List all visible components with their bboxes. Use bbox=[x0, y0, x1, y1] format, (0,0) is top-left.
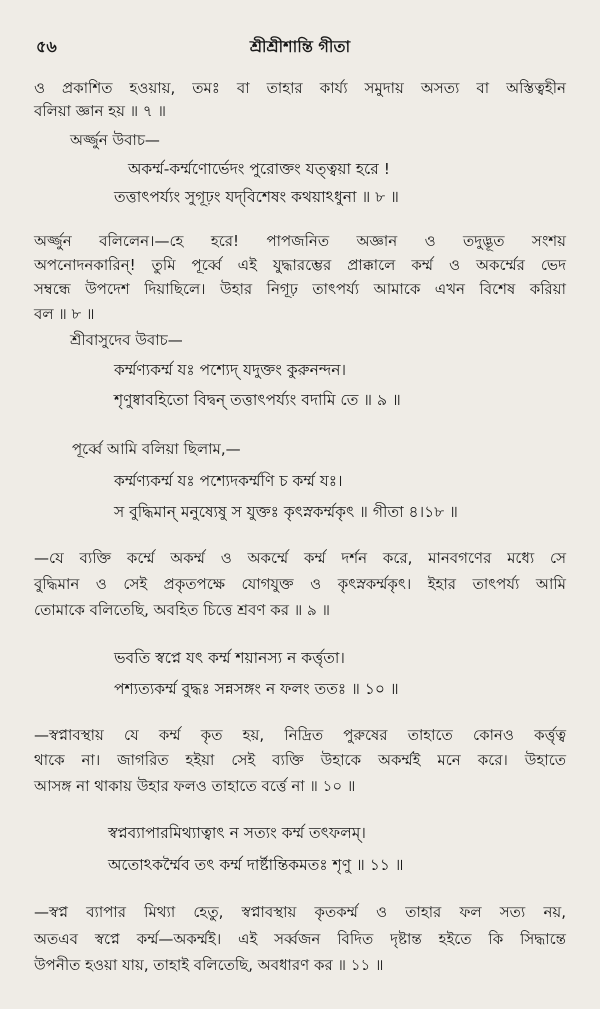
text-line: পূর্ব্বে আমি বলিয়া ছিলাম,— bbox=[72, 440, 241, 458]
verse-line: তত্তাৎপর্য্যং সুগূঢ়ং যদ্‌বিশেষং কথয়াঽধুনা ॥ ৮ ॥ bbox=[114, 188, 399, 206]
text-line: ও প্রকাশিত হওয়ায়, তমঃ বা তাহার কার্য্য সমুদায় অসত্য বা অস্তিত্বহীন bbox=[34, 79, 566, 97]
verse-line: অকর্ম্ম-কর্ম্মণোর্ভেদং পুরোক্তং যত্ত্বয়া হরে ! bbox=[128, 160, 390, 178]
text-line: তোমাকে বলিতেছি, অবহিত চিত্তে শ্রবণ কর ॥ ৯ ॥ bbox=[34, 601, 330, 619]
verse-line: কর্ম্মণ্যকর্ম্ম যঃ পশ্যেদকর্ম্মণি চ কর্ম্ম যঃ। bbox=[114, 472, 343, 490]
page-number: ৫৬ bbox=[36, 37, 57, 56]
text-line: —স্বপ্ন ব্যাপার মিথ্যা হেতু, স্বপ্নাবস্থায় কৃতকর্ম্ম ও তাহার ফল সত্য নয়, bbox=[34, 903, 566, 921]
verse-line: স্বপ্নব্যাপারমিথ্যাত্বাৎ ন সত্যং কর্ম্ম তৎফলম্। bbox=[108, 824, 366, 842]
text-line: অতএব স্বপ্নে কর্ম্ম—অকর্ম্মই। এই সর্ব্বজন বিদিত দৃষ্টান্ত হইতে কি সিদ্ধান্তে bbox=[34, 930, 566, 948]
text-line: থাকে না। জাগরিত হইয়া সেই ব্যক্তি উহাকে অকর্ম্মই মনে করে। উহাতে bbox=[34, 751, 566, 769]
text-line: উপনীত হওয়া যায়, তাহাই বলিতেছি, অবধারণ কর ॥ ১১ ॥ bbox=[34, 956, 384, 974]
speaker-heading: শ্রীবাসুদেব উবাচ— bbox=[70, 331, 183, 349]
speaker-heading: অর্জ্জুন উবাচ— bbox=[70, 131, 160, 149]
verse-line: পশ্যত্যকর্ম্ম বুদ্ধঃ সন্নসঙ্গং ন ফলং ততঃ ॥ ১০ ॥ bbox=[114, 680, 399, 698]
text-line: অপনোদনকারিন্! তুমি পূর্ব্বে এই যুদ্ধারম্ভের প্রাক্কালে কর্ম্ম ও অকর্ম্মের ভেদ bbox=[34, 256, 566, 274]
text-line: আসঙ্গ না থাকায় উহার ফলও তাহাতে বর্ত্তে না ॥ ১০ ॥ bbox=[34, 777, 356, 795]
verse-line: স বুদ্ধিমান্ মনুষ্যেষু স যুক্তঃ কৃৎস্নকর্ম্মকৃৎ ॥ গীতা ৪।১৮ ॥ bbox=[114, 503, 458, 521]
text-line: বুদ্ধিমান ও সেই প্রকৃতপক্ষে যোগযুক্ত ও কৃৎস্নকর্ম্মকৃৎ। ইহার তাৎপর্য্য আমি bbox=[34, 575, 566, 593]
page-header bbox=[0, 34, 600, 62]
text-line: —যে ব্যক্তি কর্ম্মে অকর্ম্ম ও অকর্ম্মে কর্ম্ম দর্শন করে, মানবগণের মধ্যে সে bbox=[34, 549, 566, 567]
verse-line: শৃণুষ্বাবহিতো বিদ্বন্ তত্তাৎপর্য্যং বদামি তে ॥ ৯ ॥ bbox=[114, 391, 401, 409]
text-line: —স্বপ্নাবস্থায় যে কর্ম্ম কৃত হয়, নিদ্রিত পুরুষের তাহাতে কোনও কর্ত্তৃত্ব bbox=[34, 726, 566, 744]
verse-line: ভবতি স্বপ্নে যৎ কর্ম্ম শয়ানস্য ন কর্ত্তৃতা। bbox=[114, 649, 345, 667]
text-line: বলিয়া জ্ঞান হয় ॥ ৭ ॥ bbox=[34, 102, 166, 120]
verse-line: কর্ম্মণ্যকর্ম্ম যঃ পশ্যেদ্ যদুক্তং কুরুনন্দন। bbox=[114, 361, 347, 379]
running-title: শ্রীশ্রীশান্তি গীতা bbox=[249, 37, 351, 56]
text-line: অর্জ্জুন বলিলেন।—হে হরে! পাপজনিত অজ্ঞান ও তদুদ্ভূত সংশয় bbox=[34, 232, 566, 250]
verse-line: অতোঽকর্ম্মৈব তৎ কর্ম্ম দার্ষ্টান্তিকমতঃ শৃণু ॥ ১১ ॥ bbox=[108, 856, 404, 874]
text-line: সম্বন্ধে উপদেশ দিয়াছিলে। উহার নিগূঢ় তাৎপর্য্য আমাকে এখন বিশেষ করিয়া bbox=[34, 280, 566, 298]
text-line: বল ॥ ৮ ॥ bbox=[34, 305, 95, 323]
